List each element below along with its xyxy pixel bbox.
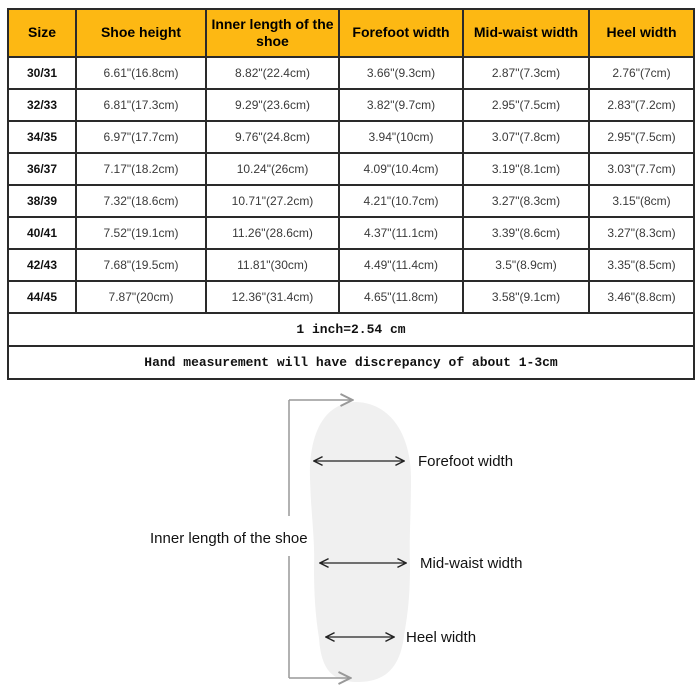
table-row <box>8 217 694 249</box>
measurement-cell: 7.52"(19.1cm) <box>76 217 206 249</box>
size-cell: 42/43 <box>8 249 76 281</box>
measurement-cell: 10.24"(26cm) <box>206 153 339 185</box>
measurement-cell: 11.26"(28.6cm) <box>206 217 339 249</box>
measurement-cell: 4.49"(11.4cm) <box>339 249 463 281</box>
measurement-cell: 3.35"(8.5cm) <box>589 249 694 281</box>
table-row <box>8 57 694 89</box>
midwaist-width-label: Mid-waist width <box>420 555 523 572</box>
size-cell: 32/33 <box>8 89 76 121</box>
discrepancy-note: Hand measurement will have discrepancy of about 1-3cm <box>8 346 694 379</box>
insole-shape <box>310 402 411 682</box>
measurement-cell: 3.94"(10cm) <box>339 121 463 153</box>
measurement-cell: 2.95"(7.5cm) <box>463 89 589 121</box>
measurement-cell: 6.81"(17.3cm) <box>76 89 206 121</box>
measurement-cell: 3.39"(8.6cm) <box>463 217 589 249</box>
measurement-cell: 7.87"(20cm) <box>76 281 206 313</box>
measurement-cell: 4.65"(11.8cm) <box>339 281 463 313</box>
size-cell: 40/41 <box>8 217 76 249</box>
column-header-midwaist-width: Mid-waist width <box>463 9 589 57</box>
table-row <box>8 249 694 281</box>
size-cell: 36/37 <box>8 153 76 185</box>
size-chart-table <box>7 8 695 380</box>
table-row <box>8 185 694 217</box>
size-cell: 38/39 <box>8 185 76 217</box>
column-header-inner-length: Inner length of the shoe <box>206 9 339 57</box>
measurement-cell: 3.07"(7.8cm) <box>463 121 589 153</box>
size-cell: 30/31 <box>8 57 76 89</box>
conversion-note: 1 inch=2.54 cm <box>8 313 694 346</box>
measurement-cell: 3.27"(8.3cm) <box>463 185 589 217</box>
measurement-cell: 7.68"(19.5cm) <box>76 249 206 281</box>
measurement-cell: 3.66"(9.3cm) <box>339 57 463 89</box>
column-header-size: Size <box>8 9 76 57</box>
column-header-shoe-height: Shoe height <box>76 9 206 57</box>
table-row <box>8 153 694 185</box>
measurement-cell: 7.32"(18.6cm) <box>76 185 206 217</box>
measurement-cell: 4.09"(10.4cm) <box>339 153 463 185</box>
measurement-cell: 9.76"(24.8cm) <box>206 121 339 153</box>
measurement-cell: 2.87"(7.3cm) <box>463 57 589 89</box>
measurement-cell: 12.36"(31.4cm) <box>206 281 339 313</box>
measurement-cell: 3.82"(9.7cm) <box>339 89 463 121</box>
header-row <box>8 9 694 57</box>
measurement-cell: 7.17"(18.2cm) <box>76 153 206 185</box>
measurement-cell: 10.71"(27.2cm) <box>206 185 339 217</box>
insole-measurement-diagram <box>0 390 700 700</box>
forefoot-width-label: Forefoot width <box>418 453 514 470</box>
column-header-heel-width: Heel width <box>589 9 694 57</box>
heel-width-label: Heel width <box>406 629 477 646</box>
measurement-cell: 8.82"(22.4cm) <box>206 57 339 89</box>
measurement-cell: 9.29"(23.6cm) <box>206 89 339 121</box>
measurement-cell: 11.81"(30cm) <box>206 249 339 281</box>
size-cell: 44/45 <box>8 281 76 313</box>
measurement-cell: 3.5"(8.9cm) <box>463 249 589 281</box>
measurement-cell: 3.27"(8.3cm) <box>589 217 694 249</box>
measurement-cell: 6.97"(17.7cm) <box>76 121 206 153</box>
inner-length-label: Inner length of the shoe <box>150 530 308 547</box>
size-cell: 34/35 <box>8 121 76 153</box>
measurement-cell: 2.83"(7.2cm) <box>589 89 694 121</box>
measurement-cell: 6.61"(16.8cm) <box>76 57 206 89</box>
table-row <box>8 89 694 121</box>
measurement-cell: 4.21"(10.7cm) <box>339 185 463 217</box>
measurement-cell: 3.19"(8.1cm) <box>463 153 589 185</box>
discrepancy-note-row <box>8 346 694 379</box>
conversion-note-row <box>8 313 694 346</box>
measurement-cell: 3.03"(7.7cm) <box>589 153 694 185</box>
table-row <box>8 121 694 153</box>
table-row <box>8 281 694 313</box>
column-header-forefoot-width: Forefoot width <box>339 9 463 57</box>
measurement-cell: 2.95"(7.5cm) <box>589 121 694 153</box>
measurement-cell: 4.37"(11.1cm) <box>339 217 463 249</box>
measurement-cell: 3.46"(8.8cm) <box>589 281 694 313</box>
measurement-cell: 3.58"(9.1cm) <box>463 281 589 313</box>
measurement-cell: 3.15"(8cm) <box>589 185 694 217</box>
measurement-cell: 2.76"(7cm) <box>589 57 694 89</box>
